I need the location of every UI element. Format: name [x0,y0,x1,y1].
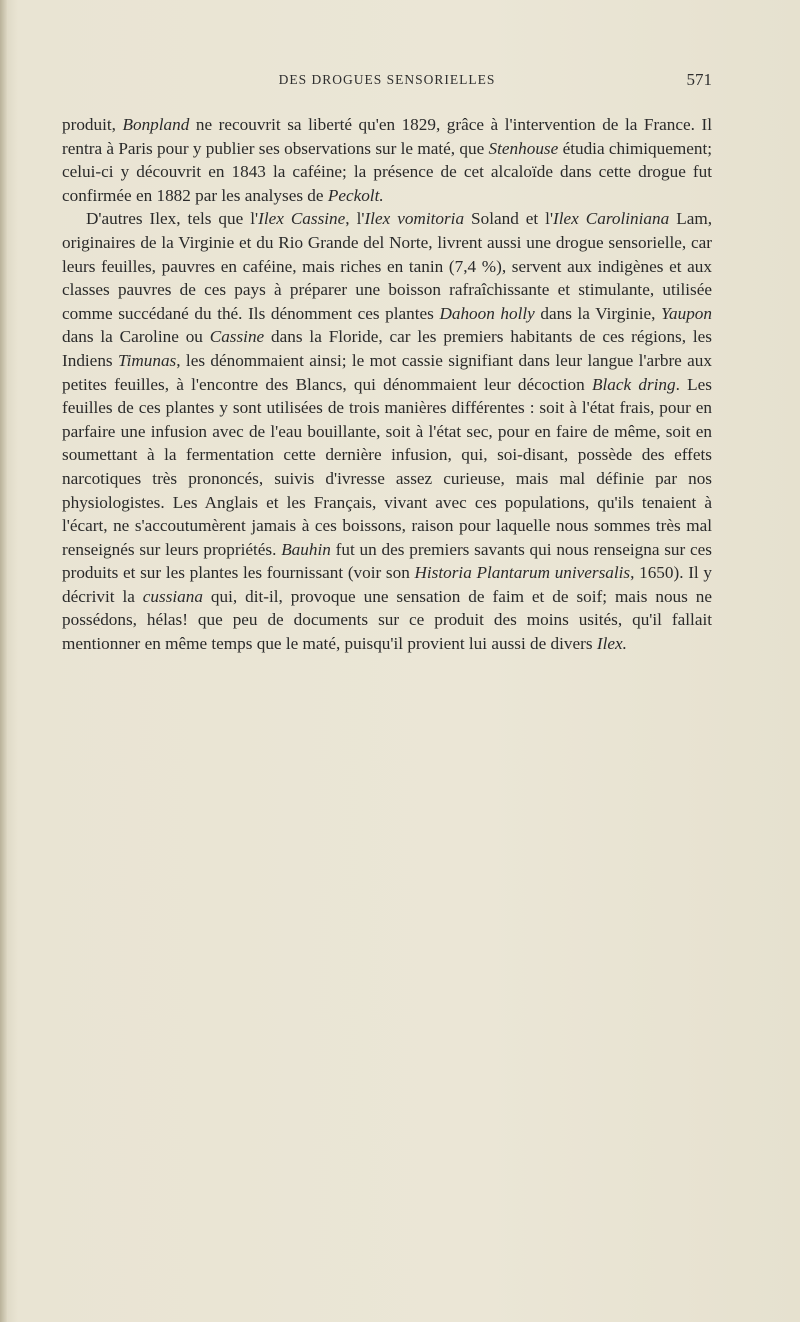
italic-term: Yaupon [661,303,712,323]
page-number: 571 [686,70,712,89]
text-run: ne recouvrit sa liberté qu'en 1829, grâce à l'intervention de la France. Il rentra à Paris pour y publier ses observations sur le maté, que [62,115,713,158]
italic-term: Ilex Cassine [258,209,346,229]
text-run: étudia chimiquement; celui-ci y découvrit en 1843 la caféine; la présence de cet alcaloïde dans cette drogue fut confirmée en 1882 par les analyses de [62,138,712,205]
italic-term: Ilex. [596,634,627,654]
text-run: D'autres Ilex, tels que l' [86,209,259,229]
italic-term: Bonpland [122,115,190,134]
text-run: Lam, originaires de la Virginie et du Rio Grande del Norte, livrent aussi une drogue sensorielle, car leurs feuilles, pauvres en caféine, mais riches en tanin (7,4 %), servent aux indigènes et aux classes pauvres de ces pays à préparer une boisson rafraîchissante et stimulante, utilisée comme succédané du thé. Ils dénomment ces plantes [62,209,712,323]
text-run: qui, dit-il, provoque une sensation de faim et de soif; mais nous ne possédons, hélas! que peu de documents sur ce produit des moins usités, qu'il fallait mentionner en même temps que le maté, puisqu'il provient lui aussi de divers [62,586,712,654]
italic-term: Dahoon holly [439,303,535,323]
italic-term: Bauhin [281,539,331,559]
italic-term: Peckolt. [327,185,384,205]
italic-term: Ilex vomitoria [364,209,465,229]
text-run: dans la Floride, car les premiers habitants de ces régions, les Indiens [62,327,712,370]
page-binding-edge [0,0,7,1322]
text-run: fut un des premiers savants qui nous renseigna sur ces produits et sur les plantes les fournissant (voir son [62,539,712,583]
paragraph-1 [62,113,712,207]
text-run: , l' [345,209,365,229]
text-run: Soland et l' [464,209,554,229]
text-run: produit, [62,115,123,134]
italic-term: Stenhouse [488,138,559,158]
italic-term: Historia Plantarum universalis [414,563,631,583]
paragraph-2 [62,207,712,655]
text-run: dans la Caroline ou [62,327,210,347]
text-run: , 1650). Il y décrivit la [62,563,712,606]
body-text [62,113,712,656]
text-run: , les dénommaient ainsi; le mot cassie signifiant dans leur langue l'arbre aux petites feuilles, à l'encontre des Blancs, qui dénommaient leur décoction [62,350,712,394]
running-title: DES DROGUES SENSORIELLES [278,72,496,87]
italic-term: Timunas [117,350,177,370]
page-header [62,70,712,92]
italic-term: Ilex Caroliniana [553,209,670,229]
text-run: . Les feuilles de ces plantes y sont utilisées de trois manières différentes : soit à l'état frais, pour en parfaire une infusion avec de l'eau bouillante, soit à l'état sec, pour en faire de même, soit en soumettant à la fermentation cette dernière infusion, qui, soi-disant, possède des effets narcotiques très prononcés, suivis d'ivresse assez curieuse, mais mal définie par nos physiologistes. Les Anglais et les Français, vivant avec ces populations, qu'ils tenaient à l'écart, ne s'accoutumèrent jamais à ces boissons, raison pour laquelle nous sommes très mal renseignés sur leurs propriétés. [62,374,712,559]
italic-term: Cassine [209,327,265,347]
italic-term: Black dring [592,374,676,394]
text-run: dans la Virginie, [534,303,662,323]
italic-term: cussiana [142,586,203,606]
